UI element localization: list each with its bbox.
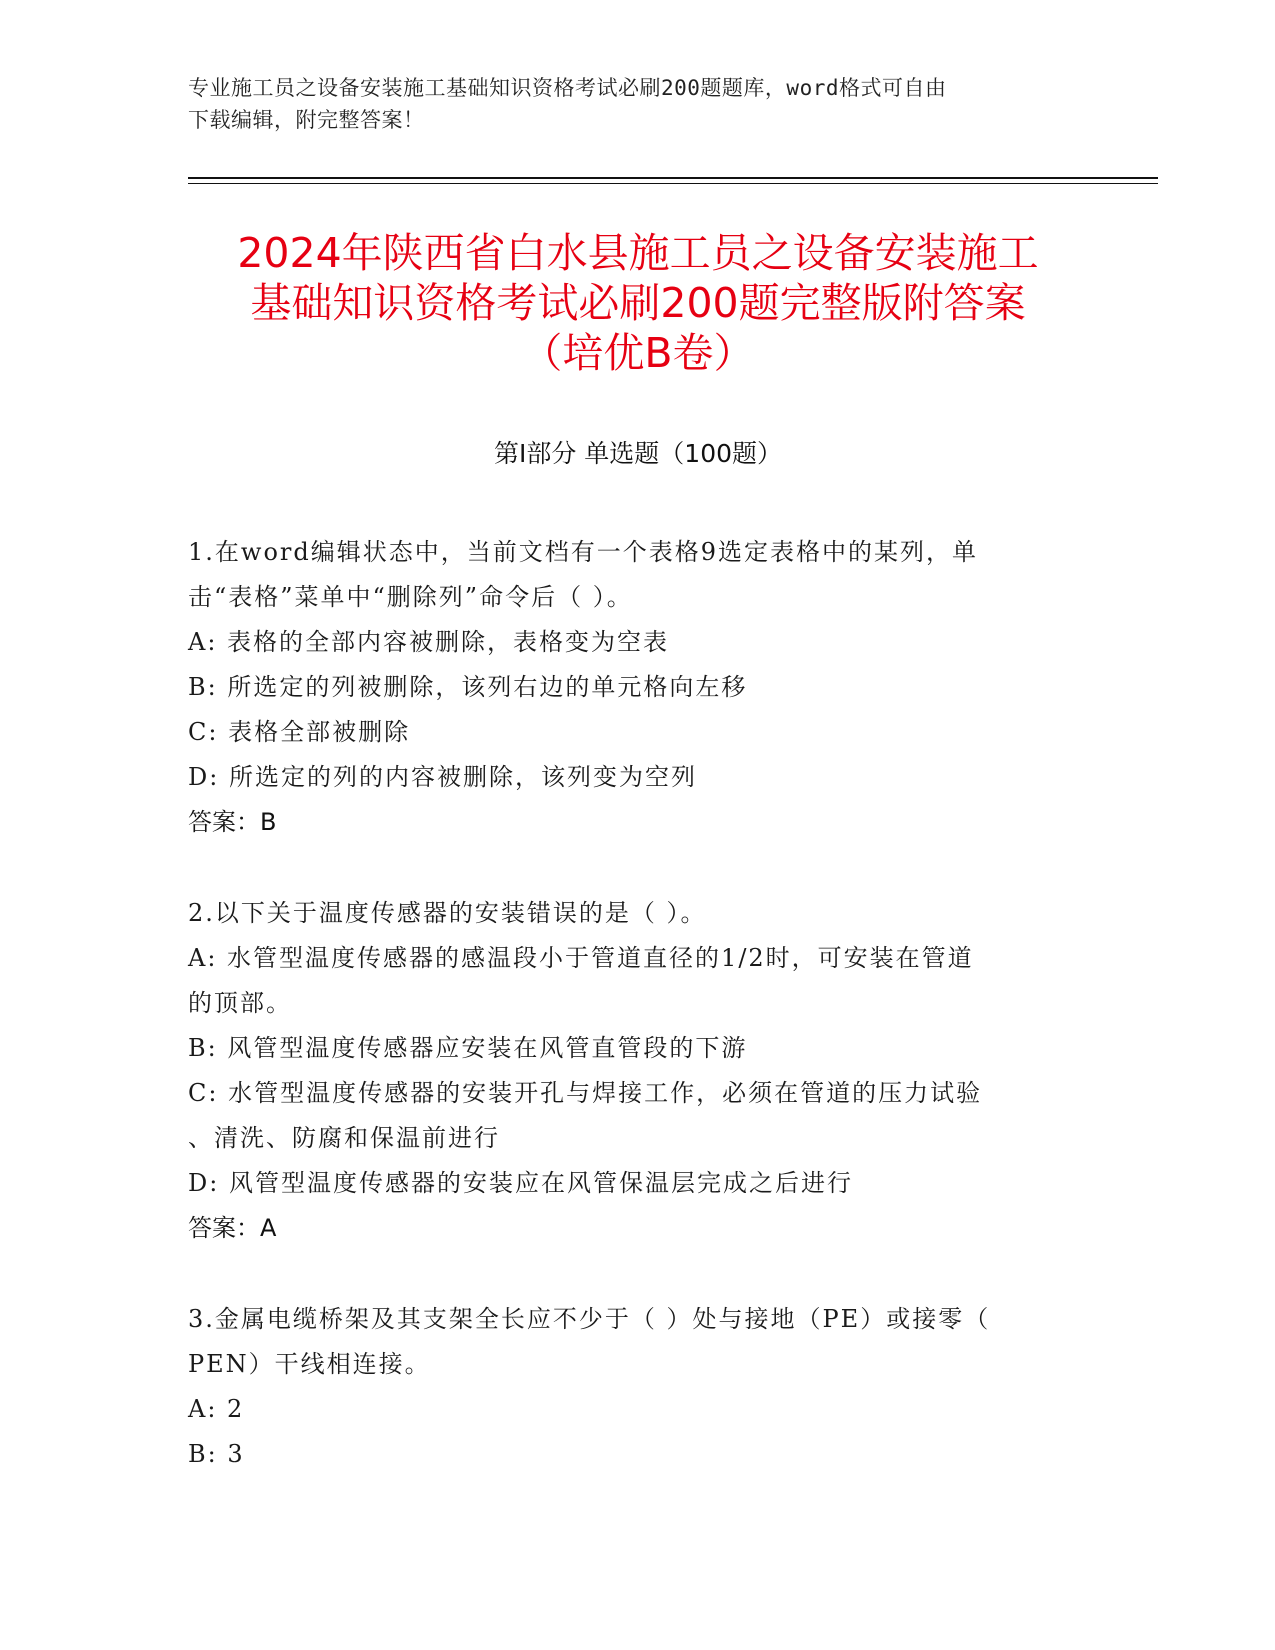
option-b: B: 所选定的列被删除，该列右边的单元格向左移 [188, 673, 748, 701]
option-c: C: 水管型温度传感器的安装开孔与焊接工作，必须在管道的压力试验 [188, 1079, 983, 1107]
question-stem-line: 3.金属电缆桥架及其支架全长应不少于（ ）处与接地（PE）或接零（ [188, 1305, 991, 1333]
option-b: B: 风管型温度传感器应安装在风管直管段的下游 [188, 1034, 748, 1062]
option-a: A: 2 [188, 1395, 245, 1423]
question-stem-line: 2.以下关于温度传感器的安装错误的是（ ）。 [188, 899, 707, 927]
header-divider-thin [188, 183, 1158, 184]
question-stem-line: 击“表格”菜单中“删除列”命令后（ ）。 [188, 583, 633, 611]
option-c-continued: 、清洗、防腐和保温前进行 [188, 1124, 500, 1152]
option-b: B: 3 [188, 1440, 245, 1468]
answer-label: 答案：A [188, 1214, 277, 1242]
question-stem-line: 1.在word编辑状态中，当前文档有一个表格9选定表格中的某列，单 [188, 538, 978, 566]
header-note-line-1: 专业施工员之设备安装施工基础知识资格考试必刷200题题库，word格式可自由 [188, 76, 947, 100]
document-title [188, 228, 1088, 378]
header-divider-thick [188, 177, 1158, 179]
option-c: C: 表格全部被删除 [188, 718, 411, 746]
answer-label: 答案：B [188, 808, 277, 836]
document-title-line-2: 基础知识资格考试必刷200题完整版附答案 [250, 279, 1026, 327]
header-note-line-2: 下载编辑，附完整答案！ [188, 108, 425, 132]
option-a: A: 水管型温度传感器的感温段小于管道直径的1/2时，可安装在管道 [188, 944, 974, 972]
option-d: D: 风管型温度传感器的安装应在风管保温层完成之后进行 [188, 1169, 853, 1197]
document-title-line-1: 2024年陕西省白水县施工员之设备安装施工 [237, 229, 1039, 277]
question-1 [188, 530, 1078, 845]
option-a-continued: 的顶部。 [188, 989, 292, 1017]
question-3 [188, 1297, 1078, 1477]
section-title: 第Ⅰ部分 单选题（100题） [493, 439, 783, 468]
option-d: D: 所选定的列的内容被删除，该列变为空列 [188, 763, 697, 791]
document-title-line-3: （培优B卷） [521, 329, 755, 377]
option-a: A: 表格的全部内容被删除，表格变为空表 [188, 628, 670, 656]
header-note [188, 72, 1068, 136]
question-2 [188, 891, 1078, 1251]
question-list [188, 530, 1078, 1523]
question-stem-line: PEN）干线相连接。 [188, 1350, 431, 1378]
